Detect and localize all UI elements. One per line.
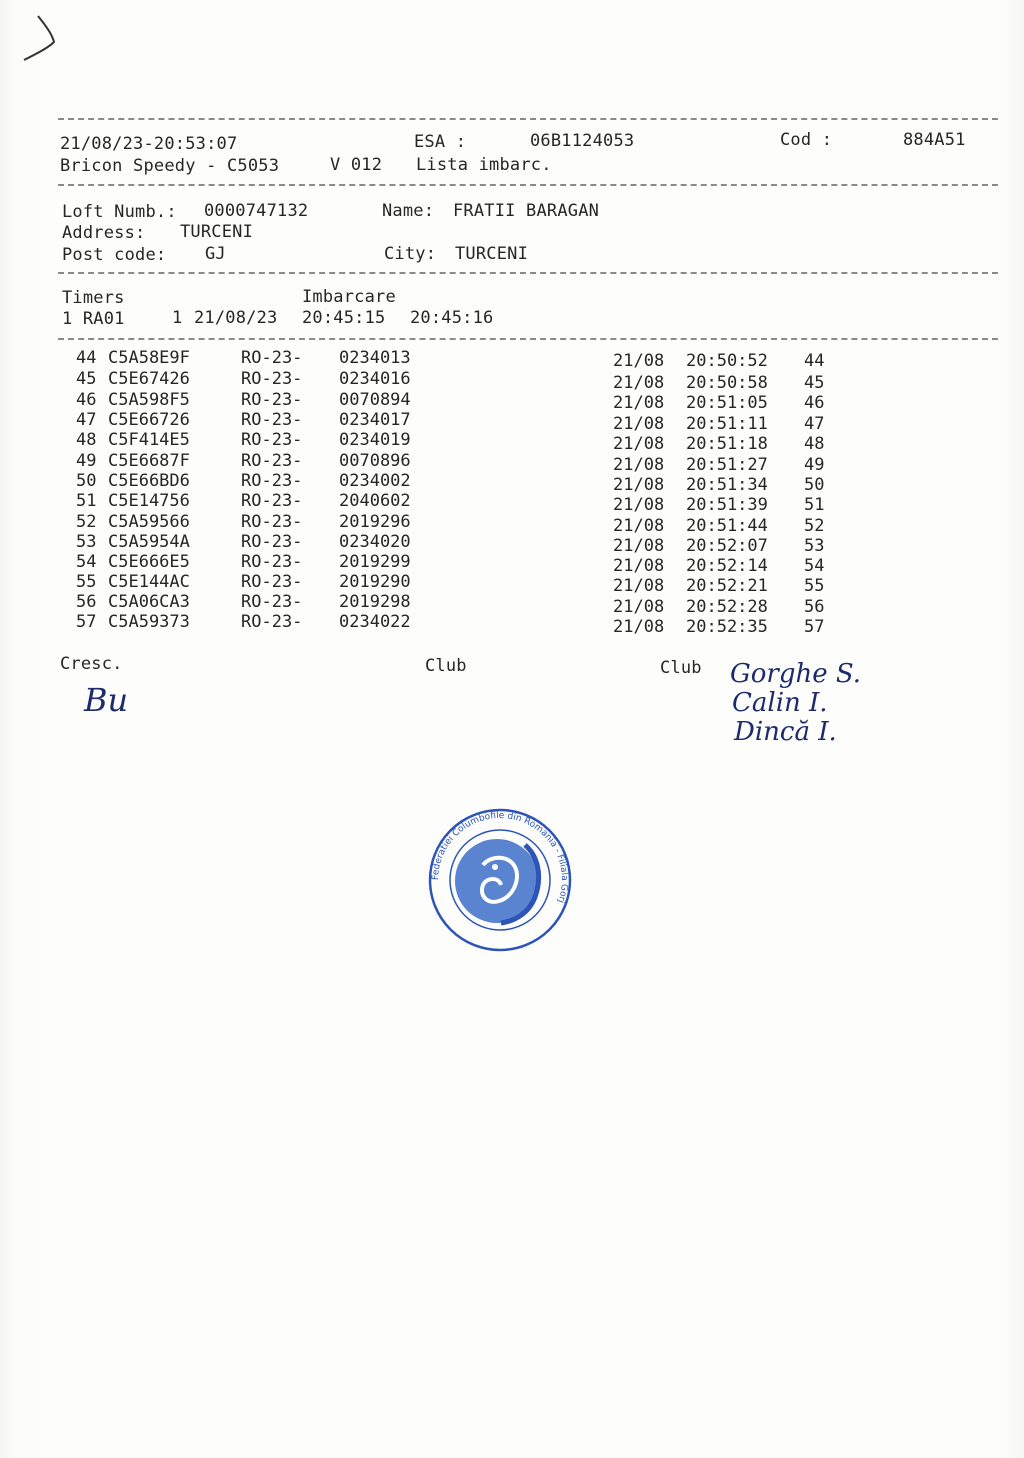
- entry-chip-id: C5A598F5: [108, 390, 190, 410]
- entry-chip-id: C5A58E9F: [108, 348, 190, 368]
- entry-date: 21/08: [613, 455, 665, 475]
- entry-ring-prefix: RO-23-: [241, 451, 303, 471]
- entry-number: 56: [76, 592, 97, 612]
- svg-text:Federatiei Columbofile din Rom: Federatiei Columbofile din Romania - Filiala Gorj: [430, 810, 570, 905]
- entry-time: 20:52:07: [686, 536, 768, 556]
- entry-chip-id: C5E66726: [108, 410, 190, 430]
- signature-cresc: Bu: [84, 681, 129, 719]
- entry-ring-prefix: RO-23-: [241, 491, 303, 511]
- entry-date: 21/08: [613, 351, 665, 371]
- separator-line: [58, 272, 998, 274]
- entry-ring-prefix: RO-23-: [241, 369, 303, 389]
- entry-number: 44: [76, 348, 97, 368]
- entry-time: 20:51:27: [686, 455, 768, 475]
- entry-number-right: 48: [804, 434, 825, 454]
- handwritten-name-2: Calin I.: [732, 688, 828, 718]
- entry-number: 57: [76, 612, 97, 632]
- entry-number-right: 49: [804, 455, 825, 475]
- entry-ring-prefix: RO-23-: [241, 532, 303, 552]
- print-datetime: 21/08/23-20:53:07: [60, 134, 238, 154]
- name-label: Name:: [382, 201, 435, 221]
- entry-chip-id: C5A5954A: [108, 532, 190, 552]
- entry-ring-prefix: RO-23-: [241, 471, 303, 491]
- entry-number: 54: [76, 552, 97, 572]
- timer-time-start: 20:45:15: [302, 308, 386, 328]
- entry-date: 21/08: [613, 556, 665, 576]
- entry-number-right: 50: [804, 475, 825, 495]
- entry-ring-number: 0234020: [339, 532, 411, 552]
- entry-number-right: 55: [804, 576, 825, 596]
- entry-ring-prefix: RO-23-: [241, 552, 303, 572]
- entry-chip-id: C5A59373: [108, 612, 190, 632]
- entry-number: 51: [76, 491, 97, 511]
- city-label: City:: [384, 244, 437, 264]
- entry-date: 21/08: [613, 393, 665, 413]
- entry-time: 20:50:52: [686, 351, 768, 371]
- entry-ring-prefix: RO-23-: [241, 512, 303, 532]
- entry-ring-number: 2040602: [339, 491, 411, 511]
- entry-ring-prefix: RO-23-: [241, 390, 303, 410]
- cod-value: 884A51: [903, 130, 966, 150]
- entry-ring-number: 0234002: [339, 471, 411, 491]
- address-label: Address:: [62, 223, 146, 243]
- entry-date: 21/08: [613, 617, 665, 637]
- handwritten-name-1: Gorghe S.: [730, 659, 862, 689]
- entry-ring-number: 0234016: [339, 369, 411, 389]
- entry-ring-number: 2019296: [339, 512, 411, 532]
- entry-ring-prefix: RO-23-: [241, 572, 303, 592]
- timer-time-end: 20:45:16: [410, 308, 494, 328]
- timer-date: 21/08/23: [194, 308, 278, 328]
- entry-date: 21/08: [613, 516, 665, 536]
- entry-date: 21/08: [613, 576, 665, 596]
- loft-number-label: Loft Numb.:: [62, 202, 177, 222]
- entry-chip-id: C5E66BD6: [108, 471, 190, 491]
- entry-chip-id: C5E14756: [108, 491, 190, 511]
- entry-ring-prefix: RO-23-: [241, 348, 303, 368]
- entry-chip-id: C5A59566: [108, 512, 190, 532]
- entry-date: 21/08: [613, 597, 665, 617]
- entry-time: 20:51:05: [686, 393, 768, 413]
- entry-number-right: 53: [804, 536, 825, 556]
- entry-number-right: 45: [804, 373, 825, 393]
- entry-ring-number: 0070894: [339, 390, 411, 410]
- postcode-label: Post code:: [62, 245, 167, 265]
- timer-count: 1: [172, 308, 183, 328]
- entry-time: 20:51:34: [686, 475, 768, 495]
- entry-date: 21/08: [613, 495, 665, 515]
- entry-time: 20:51:44: [686, 516, 768, 536]
- entry-ring-number: 0070896: [339, 451, 411, 471]
- entry-number: 53: [76, 532, 97, 552]
- entry-ring-prefix: RO-23-: [241, 430, 303, 450]
- loft-number-value: 0000747132: [204, 201, 309, 221]
- timers-label: Timers: [62, 288, 125, 308]
- entry-ring-number: 0234013: [339, 348, 411, 368]
- entry-chip-id: C5E144AC: [108, 572, 190, 592]
- entry-number: 47: [76, 410, 97, 430]
- entry-time: 20:51:11: [686, 414, 768, 434]
- entry-ring-number: 2019298: [339, 592, 411, 612]
- separator-line: [58, 118, 998, 120]
- entry-date: 21/08: [613, 475, 665, 495]
- entry-number: 50: [76, 471, 97, 491]
- entry-time: 20:52:21: [686, 576, 768, 596]
- entry-ring-number: 0234017: [339, 410, 411, 430]
- entry-number-right: 57: [804, 617, 825, 637]
- entry-number-right: 51: [804, 495, 825, 515]
- cresc-label: Cresc.: [60, 654, 123, 674]
- device-name: Bricon Speedy - C5053: [60, 156, 280, 176]
- imbarcare-label: Imbarcare: [302, 287, 396, 307]
- entry-time: 20:50:58: [686, 373, 768, 393]
- entry-number: 48: [76, 430, 97, 450]
- entry-ring-prefix: RO-23-: [241, 410, 303, 430]
- esa-value: 06B1124053: [530, 131, 635, 151]
- entry-number: 46: [76, 390, 97, 410]
- entry-ring-prefix: RO-23-: [241, 612, 303, 632]
- club-label-2: Club: [660, 658, 702, 678]
- entry-number: 49: [76, 451, 97, 471]
- entry-date: 21/08: [613, 434, 665, 454]
- entry-time: 20:52:14: [686, 556, 768, 576]
- entry-ring-number: 0234019: [339, 430, 411, 450]
- cod-label: Cod :: [780, 130, 833, 150]
- timer-id: 1 RA01: [62, 309, 125, 329]
- club-label-1: Club: [425, 656, 467, 676]
- entry-number: 52: [76, 512, 97, 532]
- entry-number: 45: [76, 369, 97, 389]
- device-version: V 012: [330, 155, 383, 175]
- entry-ring-number: 2019290: [339, 572, 411, 592]
- entry-number: 55: [76, 572, 97, 592]
- entry-date: 21/08: [613, 536, 665, 556]
- entry-number-right: 47: [804, 414, 825, 434]
- handwritten-name-3: Dincă I.: [734, 717, 837, 747]
- postcode-value: GJ: [205, 244, 226, 264]
- entry-ring-number: 0234022: [339, 612, 411, 632]
- entry-date: 21/08: [613, 373, 665, 393]
- city-value: TURCENI: [455, 244, 529, 264]
- name-value: FRATII BARAGAN: [453, 201, 600, 221]
- entry-number-right: 46: [804, 393, 825, 413]
- entry-number-right: 56: [804, 597, 825, 617]
- entry-time: 20:51:39: [686, 495, 768, 515]
- entry-chip-id: C5E67426: [108, 369, 190, 389]
- entry-time: 20:52:35: [686, 617, 768, 637]
- entry-ring-prefix: RO-23-: [241, 592, 303, 612]
- entry-time: 20:51:18: [686, 434, 768, 454]
- entry-chip-id: C5F414E5: [108, 430, 190, 450]
- separator-line: [58, 338, 998, 340]
- federation-stamp: [425, 805, 575, 955]
- address-value: TURCENI: [180, 222, 254, 242]
- entry-number-right: 54: [804, 556, 825, 576]
- pen-mark: [18, 8, 68, 68]
- entry-time: 20:52:28: [686, 597, 768, 617]
- entry-chip-id: C5A06CA3: [108, 592, 190, 612]
- entry-number-right: 44: [804, 351, 825, 371]
- separator-line: [58, 184, 998, 186]
- entry-ring-number: 2019299: [339, 552, 411, 572]
- entry-chip-id: C5E6687F: [108, 451, 190, 471]
- entry-number-right: 52: [804, 516, 825, 536]
- list-title: Lista imbarc.: [416, 155, 552, 175]
- entry-chip-id: C5E666E5: [108, 552, 190, 572]
- entry-date: 21/08: [613, 414, 665, 434]
- esa-label: ESA :: [414, 132, 467, 152]
